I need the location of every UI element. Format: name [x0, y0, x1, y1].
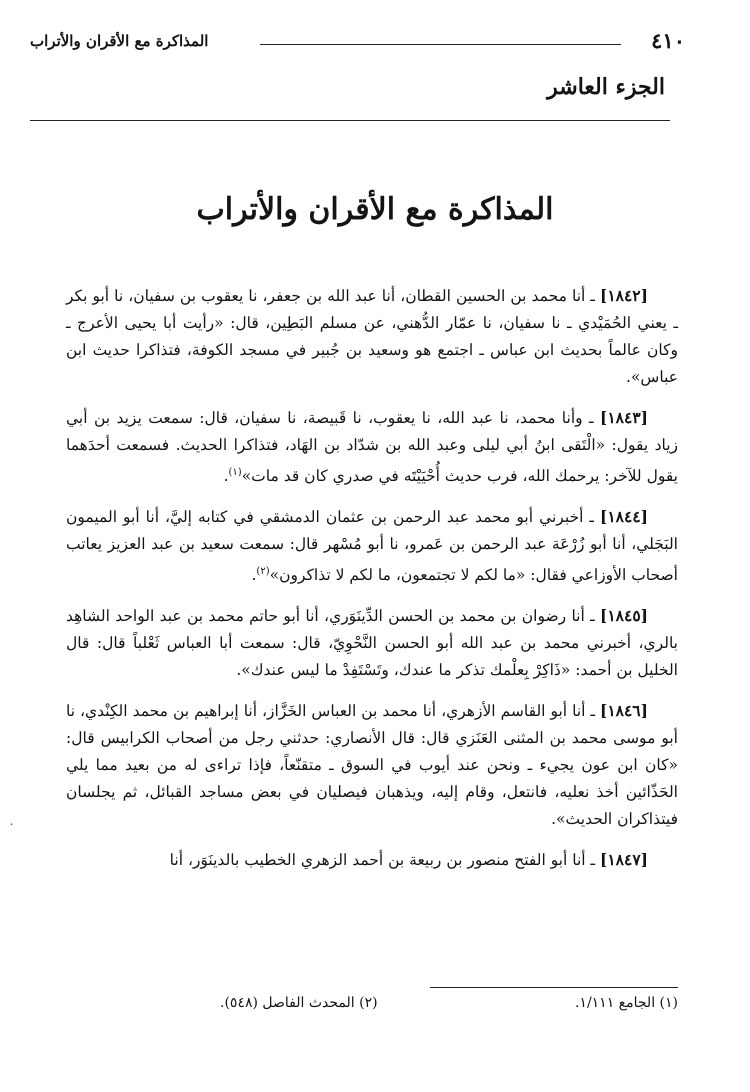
hadith-number: [١٨٤٧]: [600, 850, 648, 870]
footnotes: [220, 995, 678, 1011]
hadith-number: [١٨٤٦]: [599, 701, 648, 721]
running-title: المذاكرة مع الأقران والأتراب: [30, 32, 209, 50]
margin-mark: ˙: [8, 822, 15, 838]
header-rule: [260, 44, 621, 45]
paragraph-1844: [١٨٤٤] ـ أخبرني أبو محمد عبد الرحمن بن عثمان الدمشقي في كتابه إليَّ، أنا أبو الميمون البَجَلي، أنا أبو زُرْعَة عبد الرحمن بن عَمرو، نا أبو مُسْهر قال: سمعت سعيد بن عبد العزيز يعاتب أصحاب الأوزاعي فقال: «ما لكم لا تجتمعون، ما لكم لا تذاكرون»$^{(٢)}$.: [66, 507, 678, 585]
chapter-title: المذاكرة مع الأقران والأتراب: [196, 192, 554, 227]
part-title: الجزء العاشر: [547, 74, 665, 100]
footnote-ref: (١): [228, 467, 242, 478]
part-rule: [30, 120, 670, 121]
paragraph-text: ـ أنا أبو القاسم الأزهري، أنا محمد بن العباس الخَزَّاز، أنا إبراهيم بن محمد الكِنْدي، نا أبو موسى محمد بن المثنى العَنَزي قال: قال الأنصاري: حدثني رجل من أصحاب الكرابيس قال: «كان ابن عون يجيء ـ ونحن عند أيوب في السوق ـ متقنّعاً، فإذا تراءى له من بعيد مما يلي الحَذّائين أخذ نعليه، فانتعل، وقام إليه، ويذهبان فيصليان في بعض مساجد القبائل، ثم يجلسان فيتذاكران الحديث».: [66, 702, 678, 829]
hadith-number: [١٨٤٢]: [599, 286, 648, 305]
paragraph-1843: [١٨٤٣] ـ وأنا محمد، نا عبد الله، نا يعقوب، نا قَبيصة، نا سفيان، قال: سمعت يزيد بن أبي زياد يقول: «الْتَقى ابنُ أبي ليلى وعبد الله بن شدّاد بن الهَاد، فتذاكرا الحديث. فسمعت أحدَهما يقول للآخر: يرحمك الله، فرب حديث أُحْيَيْتَه في صدري كان قد مات»$^{(١)}$.: [66, 408, 678, 486]
page-number: ٤١٠: [651, 28, 685, 53]
paragraph-text: ـ أخبرني أبو محمد عبد الرحمن بن عثمان الدمشقي في كتابه إليَّ، أنا أبو الميمون البَجَلي، أنا أبو زُرْعَة عبد الرحمن بن عَمرو، نا أبو مُسْهر قال: سمعت سعيد بن عبد العزيز يعاتب أصحاب الأوزاعي فقال: «ما لكم لا تجتمعون، ما لكم لا تذاكرون»: [66, 508, 678, 585]
paragraph-text: ـ وأنا محمد، نا عبد الله، نا يعقوب، نا قَبيصة، نا سفيان، قال: سمعت يزيد بن أبي زياد يقول: «الْتَقى ابنُ أبي ليلى وعبد الله بن شدّاد بن الهَاد، فتذاكرا الحديث. فسمعت أحدَهما يقول للآخر: يرحمك الله، فرب حديث أُحْيَيْتَه في صدري كان قد مات»: [66, 409, 678, 486]
paragraph-1847: [66, 846, 678, 874]
paragraph-text: ـ أنا محمد بن الحسين القطان، أنا عبد الله بن جعفر، نا يعقوب بن سفيان، نا أبو بكر ـ يعني الحُمَيْدي ـ نا سفيان، نا عمّار الدُّهني، عن مسلم البَطِين، قال: «رأيت أبا يحيى الأعرج ـ وكان عالماً بحديث ابن عباس ـ اجتمع هو وسعيد بن جُبير في مسجد الكوفة، فتذاكرا حديث ابن عباس».: [66, 287, 678, 386]
paragraph-1845: [66, 602, 678, 684]
footnote-rule: [430, 987, 678, 988]
body-text: [66, 282, 678, 887]
hadith-number: [١٨٤٣]: [600, 408, 648, 427]
paragraph-text: ـ أنا رضوان بن محمد بن الحسن الدِّينَوَري، أنا أبو حاتم محمد بن عبد الواحد الشاهِد بالري، أخبرني محمد بن عبد الله أبو الحسن النَّحْوِيّ، قال: سمعت أبا العباس ثَعْلباً قال: قال الخليل بن أحمد: «ذَاكِرْ بِعلْمك تذكر ما عندك، وتَسْتَفِدْ ما ليس عندك».: [66, 607, 678, 680]
paragraph-1846: [66, 697, 678, 833]
footnote-2: (٢) المحدث الفاصل (٥٤٨).: [220, 995, 378, 1011]
running-header: [30, 28, 685, 56]
hadith-number: [١٨٤٥]: [600, 606, 649, 626]
footnote-1: (١) الجامع ١/١١١.: [574, 995, 678, 1011]
hadith-number: [١٨٤٤]: [600, 507, 649, 527]
paragraph-text: ـ أنا أبو الفتح منصور بن ربيعة بن أحمد الزهري الخطيب بالدينَوَر، أنا: [169, 851, 596, 870]
paragraph-1842: [66, 282, 678, 391]
footnote-ref: (٢): [256, 566, 270, 578]
